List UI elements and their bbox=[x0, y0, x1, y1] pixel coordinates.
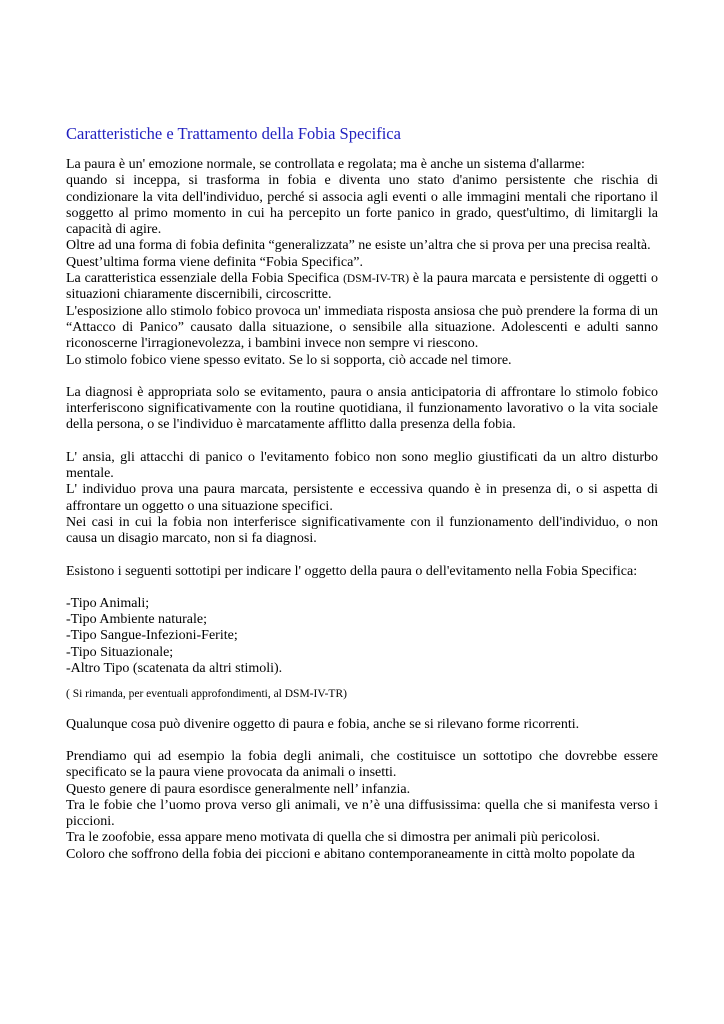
paragraph-diagnosis: La diagnosi è appropriata solo se evitamento, paura o ansia anticipatoria di affrontare lo stimolo fobico interferiscono significativamente con la routine quotidiana, il funzionamento lavorativo o la vita sociale della persona, o se l'individuo è marcatamente afflitto dalla presenza della fobia. bbox=[66, 384, 658, 433]
paragraph: La paura è un' emozione normale, se controllata e regolata; ma è anche un sistema d'allarme: bbox=[66, 157, 585, 172]
dsm-text-after: è la paura marcata e persistente di oggetti o situazioni chiaramente discernibili, circoscritte. bbox=[66, 271, 658, 303]
paragraph: Oltre ad una forma di fobia definita “generalizzata” ne esiste un’altra che si prova per una precisa realtà. bbox=[66, 238, 651, 254]
list-item: -Tipo Animali; bbox=[66, 595, 150, 611]
list-item: -Tipo Sangue-Infezioni-Ferite; bbox=[66, 628, 238, 644]
dsm-note: ( Si rimanda, per eventuali approfondimenti, al DSM-IV-TR) bbox=[66, 688, 347, 701]
paragraph: Tra le zoofobie, essa appare meno motivata di quella che si dimostra per animali più pericolosi. bbox=[66, 830, 601, 846]
paragraph: Lo stimolo fobico viene spesso evitato. Se lo si sopporta, ciò accade nel timore. bbox=[66, 352, 512, 368]
list-item: -Tipo Ambiente naturale; bbox=[66, 612, 208, 628]
paragraph: L'esposizione allo stimolo fobico provoca un' immediata risposta ansiosa che può prendere la forma di un “Attacco di Panico” causato dalla situazione, o sensibile alla situazione. Adolescenti e adulti sanno riconoscerne l'irragionevolezza, i bambini invece non sempre vi riescono. bbox=[66, 303, 658, 352]
subtypes-intro: Esistono i seguenti sottotipi per indicare l' oggetto della paura o dell'evitamento nella Fobia Specifica: bbox=[66, 563, 638, 579]
document-title: Caratteristiche e Trattamento della Fobia Specifica bbox=[66, 124, 401, 143]
paragraph: Questo genere di paura esordisce generalmente nell’ infanzia. bbox=[66, 781, 411, 797]
subtypes-list bbox=[66, 596, 658, 677]
dsm-text-before: La caratteristica essenziale della Fobia Specifica bbox=[66, 271, 344, 287]
paragraph: quando si inceppa, si trasforma in fobia e diventa uno stato d'animo persistente che rischia di condizionare la vita dell'individuo, perché si associa agli eventi o alle immagini mentali che riportano il soggetto al primo momento in cui ha percepito un forte panico in grado, quest'ultimo, di limitargli la capacità di agire. bbox=[66, 173, 658, 238]
list-item: -Altro Tipo (scatenata da altri stimoli). bbox=[66, 661, 283, 677]
dsm-reference: (DSM-IV-TR) bbox=[343, 273, 410, 286]
paragraph: Quest’ultima forma viene definita “Fobia Specifica”. bbox=[66, 254, 364, 270]
list-item: -Tipo Situazionale; bbox=[66, 644, 174, 660]
paragraph-dsm bbox=[66, 271, 658, 304]
paragraph: Tra le fobie che l’uomo prova verso gli animali, ve n’è una diffusissima: quella che si manifesta verso i piccioni. bbox=[66, 797, 658, 830]
paragraph: L' individuo prova una paura marcata, persistente e eccessiva quando è in presenza di, o si aspetta di affrontare un oggetto o una situazione specifici. bbox=[66, 482, 658, 514]
paragraph: Qualunque cosa può divenire oggetto di paura e fobia, anche se si rilevano forme ricorrenti. bbox=[66, 716, 580, 732]
paragraph: Prendiamo qui ad esempio la fobia degli animali, che costituisce un sottotipo che dovrebbe essere specificato se la paura viene provocata da animali o insetti. bbox=[66, 748, 658, 781]
paragraph: Nei casi in cui la fobia non interferisce significativamente con il funzionamento dell'individuo, o non causa un disagio marcato, non si fa diagnosi. bbox=[66, 514, 658, 547]
paragraph: Coloro che soffrono della fobia dei piccioni e abitano contemporaneamente in città molto popolate da bbox=[66, 846, 635, 862]
paragraph: L' ansia, gli attacchi di panico o l'evitamento fobico non sono meglio giustificati da un altro disturbo mentale. bbox=[66, 449, 658, 482]
document-body bbox=[66, 157, 658, 863]
